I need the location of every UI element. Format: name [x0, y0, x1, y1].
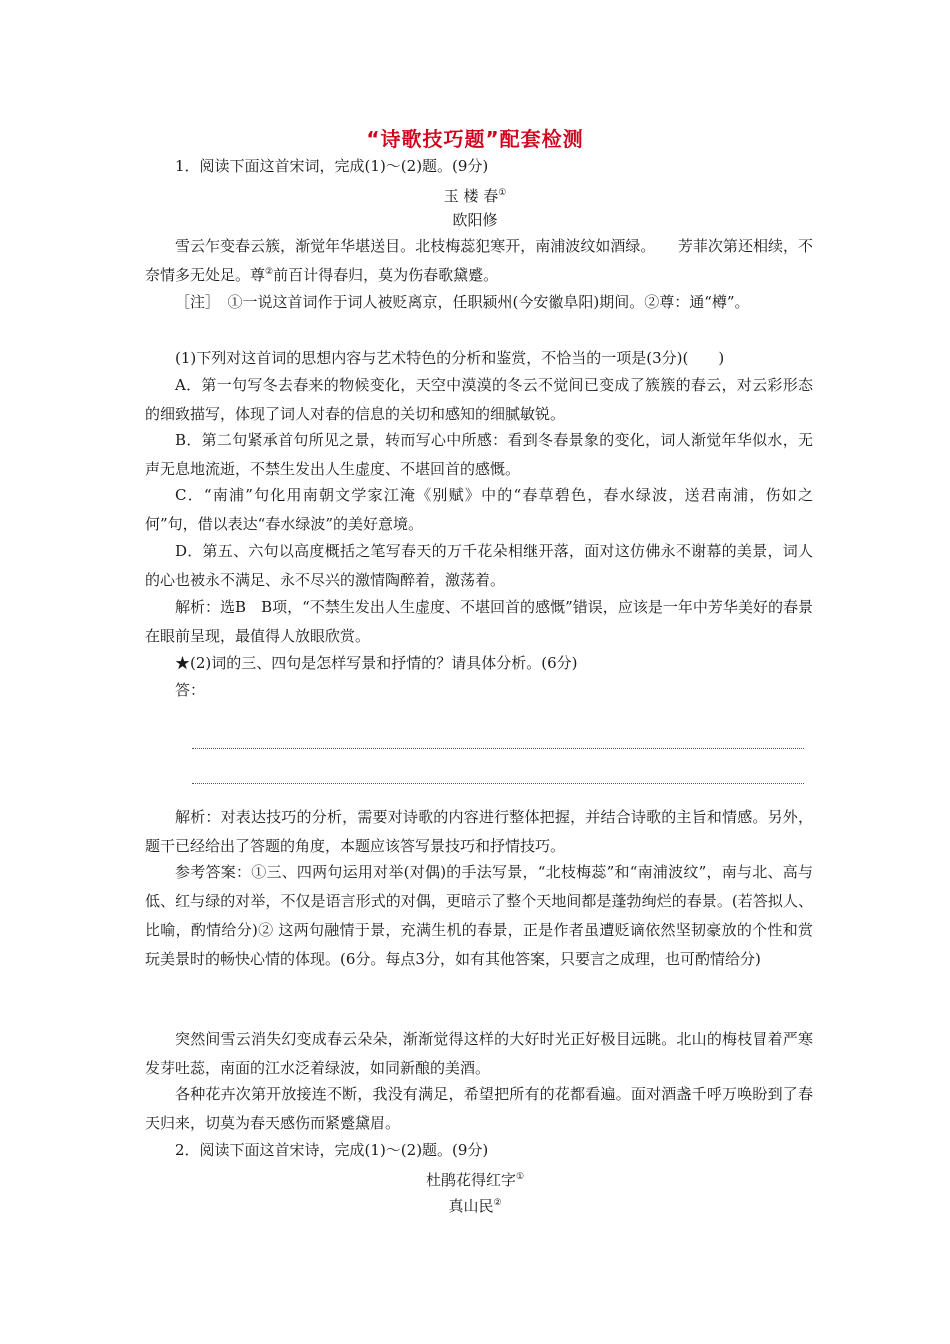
- q1-sub1: (1)下列对这首词的思想内容与艺术特色的分析和鉴赏，不恰当的一项是(3分)( ): [175, 349, 725, 367]
- page-title: “诗歌技巧题”配套检测: [366, 127, 584, 151]
- q1-poem-title: [0, 184, 950, 208]
- answer-line-2[interactable]: [192, 783, 804, 784]
- translation-para-2: 各种花卉次第开放接连不断，我没有满足，希望把所有的花都看遍。面对酒盏千呼万唤盼到了春天归来，切莫为春天感伤而紧蹙黛眉。: [145, 1085, 813, 1132]
- q1-poem-title-text: 玉 楼 春: [443, 187, 499, 205]
- q1-option-c: C．“南浦”句化用南朝文学家江淹《别赋》中的“春草碧色，春水绿波，送君南浦，伤如之何”句，借以表达“春水绿波”的美好意境。: [145, 486, 813, 533]
- q1-answer-explain: 解析：选B B项，“不禁生发出人生虚度、不堪回首的感慨”错误，应该是一年中芳华美好的春景在眼前呈现，最值得人放眼欣赏。: [145, 598, 813, 645]
- q2-poem-title-text: 杜鹃花得红字: [425, 1171, 516, 1189]
- q2-poem-title: [0, 1168, 950, 1192]
- q2-poem-title-note: ①: [515, 1172, 525, 1182]
- q1-note: ［注］ ①一说这首词作于词人被贬离京，任职颍州(今安徽阜阳)期间。②尊：通“樽”。: [175, 293, 750, 311]
- q1-sub2-explain: 解析：对表达技巧的分析，需要对诗歌的内容进行整体把握，并结合诗歌的主旨和情感。另外，题干已经给出了答题的角度，本题应该答写景技巧和抒情技巧。: [145, 808, 813, 855]
- answer-label: 答：: [175, 681, 206, 699]
- q1-sub2: ★(2)词的三、四句是怎样写景和抒情的？请具体分析。(6分): [175, 654, 578, 672]
- q1-option-d: D．第五、六句以高度概括之笔写春天的万千花朵相继开落，面对这仿佛永不谢幕的美景，词人的心也被永不满足、永不尽兴的激情陶醉着，激荡着。: [145, 542, 813, 589]
- q1-author: 欧阳修: [452, 211, 498, 229]
- q1-reference-answer: 参考答案：①三、四两句运用对举(对偶)的手法写景，“北枝梅蕊”和“南浦波纹”，南与北、高与低、红与绿的对举，不仅是语言形式的对偶，更暗示了整个天地间都是蓬勃绚烂的春景。(若答拟人、比喻，酌情给分)② 这两句融情于景，充满生机的春景，正是作者虽遭贬谪依然坚韧豪放的个性和赏玩美景时的畅快心情的体现。(6分。每点3分，如有其他答案，只要言之成理，也可酌情给分): [145, 863, 813, 968]
- q1-option-a: A．第一句写冬去春来的物候变化，天空中漠漠的冬云不觉间已变成了簇簇的春云，对云彩形态的细致描写，体现了词人对春的信息的关切和感知的细腻敏锐。: [145, 376, 813, 423]
- q2-author: [0, 1194, 950, 1218]
- q1-poem-line1-end: 前百计得春归，莫为伤春歌黛蹙。: [273, 266, 499, 284]
- q1-option-b: B．第二句紧承首句所见之景，转而写心中所感：看到冬春景象的变化，词人渐觉年华似水，无声无息地流逝，不禁生发出人生虚度、不堪回首的感慨。: [145, 431, 813, 478]
- q1-poem-line1: 雪云乍变春云簇，渐觉年华堪送目。北枝梅蕊犯寒开，南浦波纹如酒绿。 芳菲次第还相续，不奈情多无处足。尊: [145, 237, 813, 284]
- translation-para-1: 突然间雪云消失幻变成春云朵朵，渐渐觉得这样的大好时光正好极目远眺。北山的梅枝冒着严寒发芽吐蕊，南面的江水泛着绿波，如同新酿的美酒。: [145, 1030, 813, 1077]
- q2-author-text: 真山民: [448, 1197, 494, 1215]
- q1-poem-title-note: ①: [498, 188, 507, 198]
- q1-poem-note2: ②: [265, 267, 274, 277]
- q2-author-note: ②: [493, 1198, 502, 1208]
- q2-intro: 2．阅读下面这首宋诗，完成(1)～(2)题。(9分): [175, 1141, 489, 1159]
- answer-line-1[interactable]: [192, 748, 804, 749]
- q1-poem-body: [145, 232, 813, 290]
- q1-intro: 1．阅读下面这首宋词，完成(1)～(2)题。(9分): [175, 157, 489, 175]
